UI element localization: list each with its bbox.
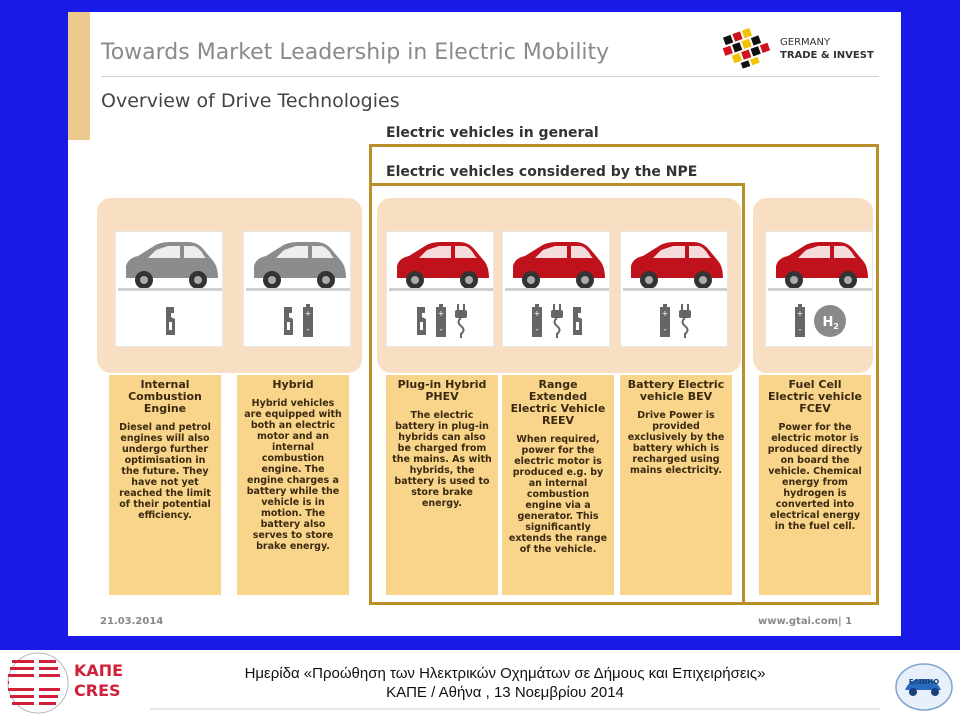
technology-description-card bbox=[109, 375, 221, 595]
technology-description: Power for the electric motor is produced directly on board the vehicle. Chemical energy from hydrogen is converted into electrical energy in the fuel cell. bbox=[767, 422, 863, 532]
technology-title: Range Extended Electric Vehicle REEV bbox=[510, 378, 606, 427]
car-icon bbox=[768, 238, 872, 292]
svg-text:+: + bbox=[304, 309, 312, 318]
plug-icon bbox=[550, 304, 564, 338]
drive-icons bbox=[244, 298, 352, 344]
battery-icon bbox=[793, 304, 807, 338]
svg-text:H: H bbox=[822, 315, 834, 330]
gtai-logo bbox=[720, 26, 880, 70]
car-icon bbox=[246, 238, 350, 292]
svg-text:-: - bbox=[663, 325, 667, 335]
technology-description: When required, power for the electric motor is produced e.g. by an internal combustion engine via a generator. This significantly extends the range of the vehicle. bbox=[508, 434, 608, 555]
footer-org-cres: CRES bbox=[74, 681, 121, 700]
slide bbox=[68, 12, 901, 636]
technology-image-card bbox=[386, 231, 494, 347]
car-icon bbox=[118, 238, 222, 292]
technology-description: Drive Power is provided exclusively by the battery which is recharged using mains electricity. bbox=[627, 410, 725, 476]
drive-icons bbox=[766, 298, 874, 344]
slide-title: Towards Market Leadership in Electric Mobility bbox=[101, 40, 610, 65]
technology-image-card bbox=[115, 231, 223, 347]
fuel-nozzle-icon bbox=[414, 305, 428, 337]
svg-text:+: + bbox=[796, 309, 804, 318]
fuel-nozzle-icon bbox=[570, 305, 584, 337]
technology-title: Hybrid bbox=[272, 378, 314, 391]
drive-icons bbox=[621, 298, 729, 344]
battery-icon bbox=[434, 304, 448, 338]
technology-description: The electric battery in plug-in hybrids can also be charged from the mains. As with hybrids, the battery is used to store brake energy. bbox=[392, 410, 492, 509]
svg-text:-: - bbox=[535, 325, 539, 335]
footer-event-location-date: ΚΑΠΕ / Αθήνα , 13 Νοεμβρίου 2014 bbox=[386, 684, 624, 701]
group-label-npe: Electric vehicles considered by the NPE bbox=[386, 164, 698, 180]
technology-description-card bbox=[237, 375, 349, 595]
gtai-logo-mark-icon bbox=[720, 26, 774, 70]
svg-text:-: - bbox=[439, 325, 443, 335]
logo-line-trade-invest: TRADE & INVEST bbox=[780, 50, 874, 61]
drive-icons bbox=[116, 298, 224, 344]
technology-title: Internal Combustion Engine bbox=[128, 378, 202, 415]
heliev-logo-text: ΕΛΙΝΗΟ bbox=[908, 678, 940, 686]
technology-description-card bbox=[502, 375, 614, 595]
slide-date: 21.03.2014 bbox=[100, 616, 164, 627]
hydrogen-icon bbox=[813, 304, 847, 338]
slide-subtitle: Overview of Drive Technologies bbox=[101, 90, 400, 112]
slide-footer-url: www.gtai.com| 1 bbox=[758, 616, 853, 627]
svg-text:2: 2 bbox=[833, 322, 839, 331]
fuel-nozzle-icon bbox=[163, 305, 177, 337]
technology-description-card bbox=[759, 375, 871, 595]
svg-text:+: + bbox=[437, 309, 445, 318]
heliev-logo-icon bbox=[893, 660, 955, 712]
battery-icon bbox=[530, 304, 544, 338]
footer-divider bbox=[150, 708, 880, 710]
title-divider bbox=[101, 76, 879, 77]
footer-org-kape: ΚΑΠΕ bbox=[74, 661, 124, 680]
car-icon bbox=[505, 238, 609, 292]
logo-line-germany: GERMANY bbox=[780, 37, 831, 48]
svg-text:+: + bbox=[533, 309, 541, 318]
plug-icon bbox=[454, 304, 468, 338]
plug-icon bbox=[678, 304, 692, 338]
drive-icons bbox=[503, 298, 611, 344]
svg-text:-: - bbox=[306, 325, 310, 335]
svg-text:-: - bbox=[798, 325, 802, 335]
technology-image-card bbox=[620, 231, 728, 347]
technology-title: Fuel Cell Electric vehicle FCEV bbox=[767, 378, 863, 415]
technology-description: Diesel and petrol engines will also undergo further optimisation in the future. They have not yet reached the limit of their potential efficiency. bbox=[119, 422, 211, 521]
battery-icon bbox=[658, 304, 672, 338]
technology-description: Hybrid vehicles are equipped with both an electric motor and an internal combustion engine. The engine charges a battery while the vehicle is in motion. The battery also serves to store brake energy. bbox=[244, 398, 342, 552]
technology-image-card bbox=[765, 231, 873, 347]
technology-description-card bbox=[386, 375, 498, 595]
technology-description-card bbox=[620, 375, 732, 595]
group-label-general: Electric vehicles in general bbox=[386, 125, 599, 141]
drive-icons bbox=[387, 298, 495, 344]
slide-accent-bar bbox=[68, 12, 90, 140]
car-icon bbox=[389, 238, 493, 292]
technology-image-card bbox=[502, 231, 610, 347]
footer-event-title: Ημερίδα «Προώθηση των Ηλεκτρικών Οχημάτων σε Δήμους και Επιχειρήσεις» bbox=[244, 665, 766, 682]
battery-icon bbox=[301, 304, 315, 338]
technology-title: Battery Electric vehicle BEV bbox=[627, 378, 725, 403]
fuel-nozzle-icon bbox=[281, 305, 295, 337]
svg-text:+: + bbox=[661, 309, 669, 318]
technology-image-card bbox=[243, 231, 351, 347]
technology-title: Plug-in Hybrid PHEV bbox=[397, 378, 487, 403]
car-icon bbox=[623, 238, 727, 292]
footer-org-name bbox=[74, 661, 123, 701]
